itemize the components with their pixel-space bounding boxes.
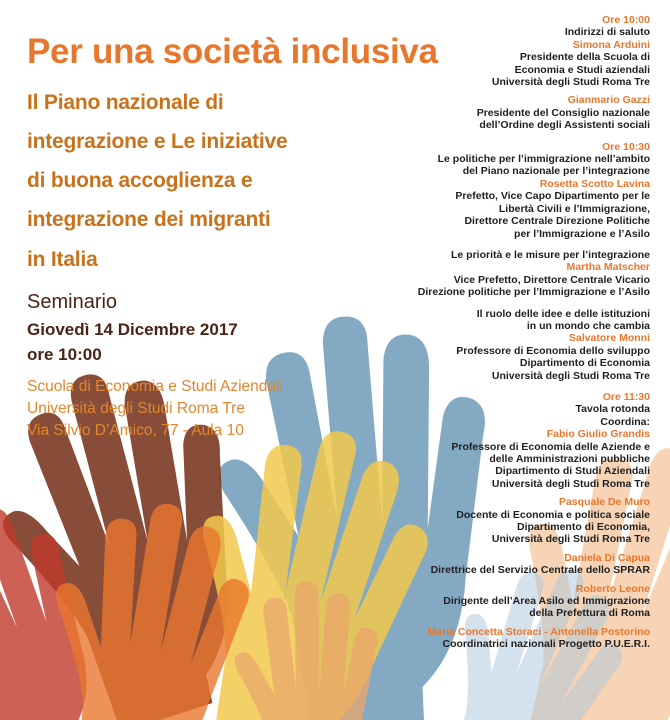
subtitle-line: in Italia <box>27 248 98 271</box>
speaker-role: Presidente del Consiglio nazionale <box>476 106 650 119</box>
event-time: ore 10:00 <box>27 345 102 364</box>
speaker-name: Roberto Leone <box>575 582 650 595</box>
session-time: Ore 10:00 <box>602 14 650 26</box>
speaker-role: Dipartimento di Economia <box>519 357 650 370</box>
speaker-role: Docente di Economia e politica sociale <box>456 508 650 521</box>
speaker-role: Direttore Centrale Direzione Politiche <box>464 215 650 228</box>
venue-line: Università degli Studi Roma Tre <box>27 400 245 417</box>
venue-line: Via Silvio D’Amico, 77 - Aula 10 <box>27 422 244 439</box>
program-session <box>350 308 650 382</box>
speaker-role: Libertà Civili e l’Immigrazione, <box>498 202 650 215</box>
speaker-role: Direzione politiche per l’Immigrazione e l’Asilo <box>417 286 650 299</box>
program-session <box>350 249 650 299</box>
speaker-role: Università degli Studi Roma Tre <box>491 76 650 89</box>
program-session <box>350 141 650 240</box>
subtitle-line: integrazione e Le iniziative <box>27 130 288 153</box>
session-heading: del Piano nazionale per l’integrazione <box>462 165 650 178</box>
venue-line: Scuola di Economia e Studi Aziendali <box>27 378 283 395</box>
speaker-role: Università degli Studi Roma Tre <box>491 369 650 382</box>
speaker-role: Dipartimento di Studi Aziendali <box>495 465 650 478</box>
speaker-role: Direttrice del Servizio Centrale dello SPRAR <box>430 564 650 577</box>
speaker-role: Dipartimento di Economia, <box>516 521 650 534</box>
speaker-role: Dirigente dell’Area Asilo ed Immigrazione <box>443 595 650 608</box>
speaker-name: Fabio Giulio Grandis <box>546 428 650 441</box>
speaker-name: Simona Arduini <box>572 38 650 51</box>
speaker-role: Economia e Studi aziendali <box>514 63 650 76</box>
coordinator-label: Coordina: <box>600 415 650 428</box>
speaker-role: Coordinatrici nazionali Progetto P.U.E.R.I. <box>442 638 650 651</box>
speaker-role: Presidente della Scuola di <box>519 51 650 64</box>
speaker-role: per l’Immigrazione e l’Asilo <box>514 227 650 240</box>
speaker-role: Prefetto, Vice Capo Dipartimento per le <box>455 190 650 203</box>
speaker-role: Professore di Economia delle Aziende e <box>451 440 650 453</box>
speaker-name: Gianmario Gazzi <box>567 94 650 107</box>
speaker-role: della Prefettura di Roma <box>529 607 650 620</box>
speaker-role: Università degli Studi Roma Tre <box>491 477 650 490</box>
program-column <box>350 14 650 660</box>
event-type: Seminario <box>27 291 118 313</box>
speaker-role: Vice Prefetto, Direttore Centrale Vicario <box>453 273 650 286</box>
program-session <box>350 391 650 651</box>
subtitle-line: Il Piano nazionale di <box>27 91 224 114</box>
subtitle-line: integrazione dei migranti <box>27 208 271 231</box>
speaker-role: delle Amministrazioni pubbliche <box>489 453 650 465</box>
event-date: Giovedì 14 Dicembre 2017 <box>27 320 238 339</box>
session-heading: Indirizzi di saluto <box>564 26 650 39</box>
speaker-role: dell’Ordine degli Assistenti sociali <box>479 119 650 132</box>
session-heading: Il ruolo delle idee e delle istituzioni <box>476 307 650 320</box>
speaker-name: Rosetta Scotto Lavina <box>539 177 650 190</box>
speaker-role: Professore di Economia dello sviluppo <box>456 344 650 357</box>
program-session <box>350 14 650 132</box>
speaker-name: Maria Concetta Storaci - Antonella Postorino <box>427 625 650 638</box>
session-time: Ore 10:30 <box>602 140 650 153</box>
speaker-name: Daniela Di Capua <box>564 551 650 564</box>
session-heading: Le politiche per l’immigrazione nell’ambito <box>437 153 650 166</box>
session-heading: Le priorità e le misure per l’integrazione <box>451 248 650 261</box>
subtitle-line: di buona accoglienza e <box>27 169 253 192</box>
poster-title: Per una società inclusiva <box>27 32 438 71</box>
speaker-name: Salvatore Monni <box>568 332 650 345</box>
speaker-name: Pasquale De Muro <box>558 496 650 509</box>
session-heading: Tavola rotonda <box>575 403 650 416</box>
session-heading: in un mondo che cambia <box>526 319 650 332</box>
speaker-role: Università degli Studi Roma Tre <box>491 533 650 546</box>
speaker-name: Martha Matscher <box>566 261 650 274</box>
session-time: Ore 11:30 <box>602 390 650 403</box>
